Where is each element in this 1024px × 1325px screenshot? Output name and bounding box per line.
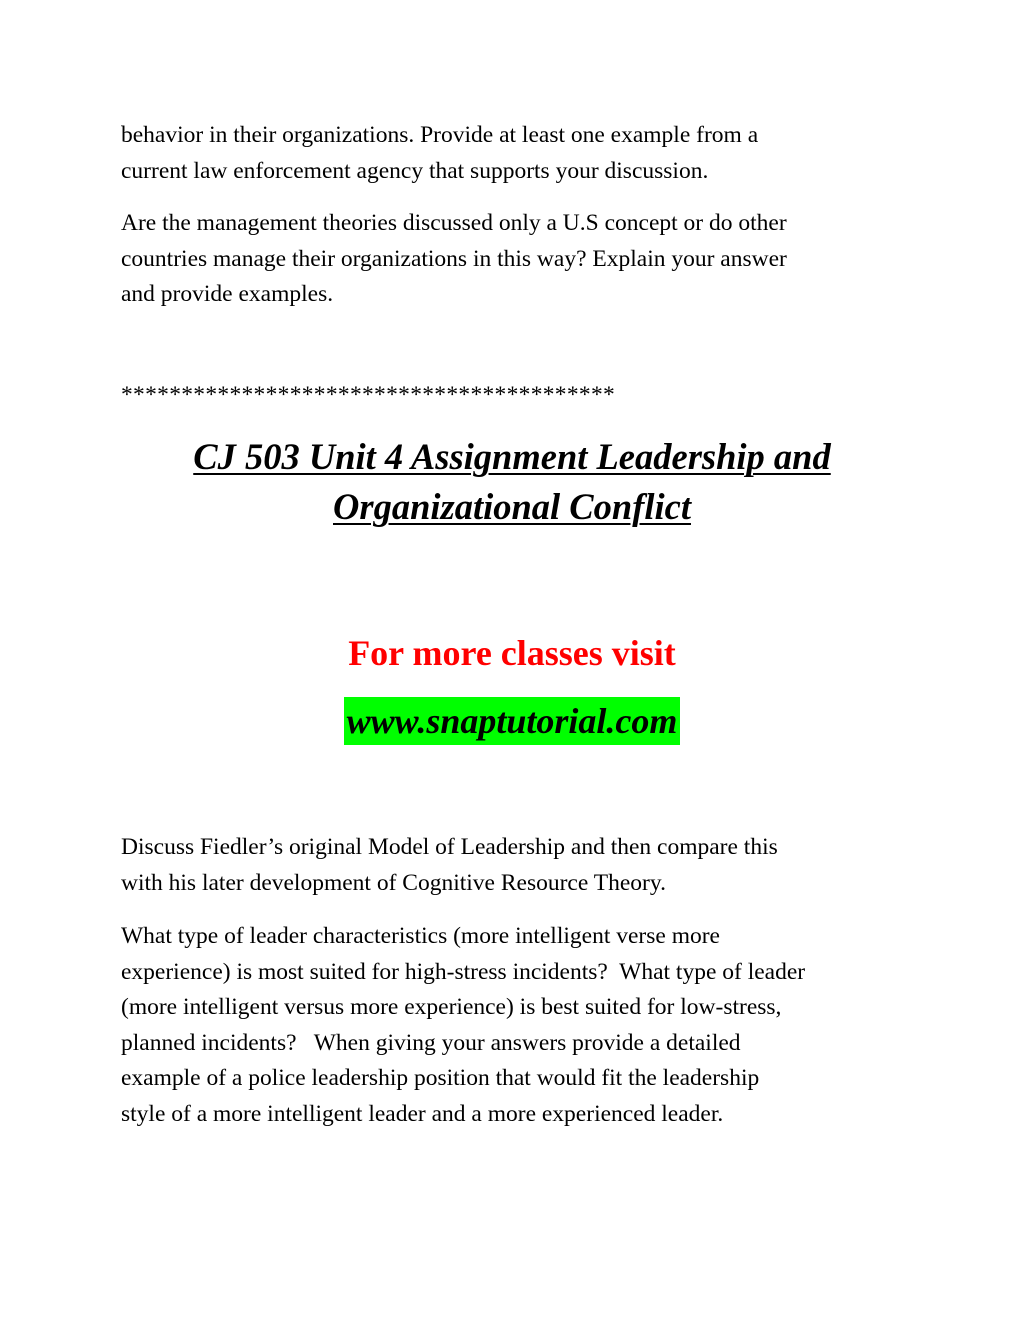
text-line: example of a police leadership position that would fit the leadership bbox=[121, 1065, 760, 1091]
intro-paragraph-2 bbox=[121, 206, 921, 313]
text-line: with his later development of Cognitive Resource Theory. bbox=[121, 869, 666, 896]
intro-paragraph-1 bbox=[121, 118, 921, 189]
question-paragraph-2 bbox=[121, 919, 921, 1132]
text-line: planned incidents? When giving your answers provide a detailed bbox=[121, 1029, 741, 1056]
text-line: Are the management theories discussed only a U.S concept or do other bbox=[121, 210, 787, 236]
text-line: style of a more intelligent leader and a more experienced leader. bbox=[121, 1100, 724, 1127]
text-line: behavior in their organizations. Provide at least one example from a bbox=[121, 122, 759, 148]
title-line: Organizational Conflict bbox=[333, 486, 691, 527]
text-line: (more intelligent versus more experience) is best suited for low-stress, bbox=[121, 994, 782, 1020]
text-line: and provide examples. bbox=[121, 281, 334, 307]
text-line: countries manage their organizations in this way? Explain your answer bbox=[121, 245, 787, 272]
promo-text: For more classes visit bbox=[348, 633, 676, 673]
website-link[interactable]: www.snaptutorial.com bbox=[344, 697, 681, 745]
text-line: Discuss Fiedler’s original Model of Leadership and then compare this bbox=[121, 834, 778, 860]
text-line: What type of leader characteristics (more intelligent verse more bbox=[121, 923, 720, 949]
title-line: CJ 503 Unit 4 Assignment Leadership and bbox=[193, 436, 831, 477]
promo-link-container bbox=[0, 697, 1024, 745]
asterisk-separator: ***************************************** bbox=[121, 382, 616, 408]
text-line: current law enforcement agency that supports your discussion. bbox=[121, 157, 709, 184]
question-paragraph-1 bbox=[121, 830, 921, 901]
assignment-title bbox=[0, 432, 1024, 532]
text-line: experience) is most suited for high-stress incidents? What type of leader bbox=[121, 958, 806, 985]
